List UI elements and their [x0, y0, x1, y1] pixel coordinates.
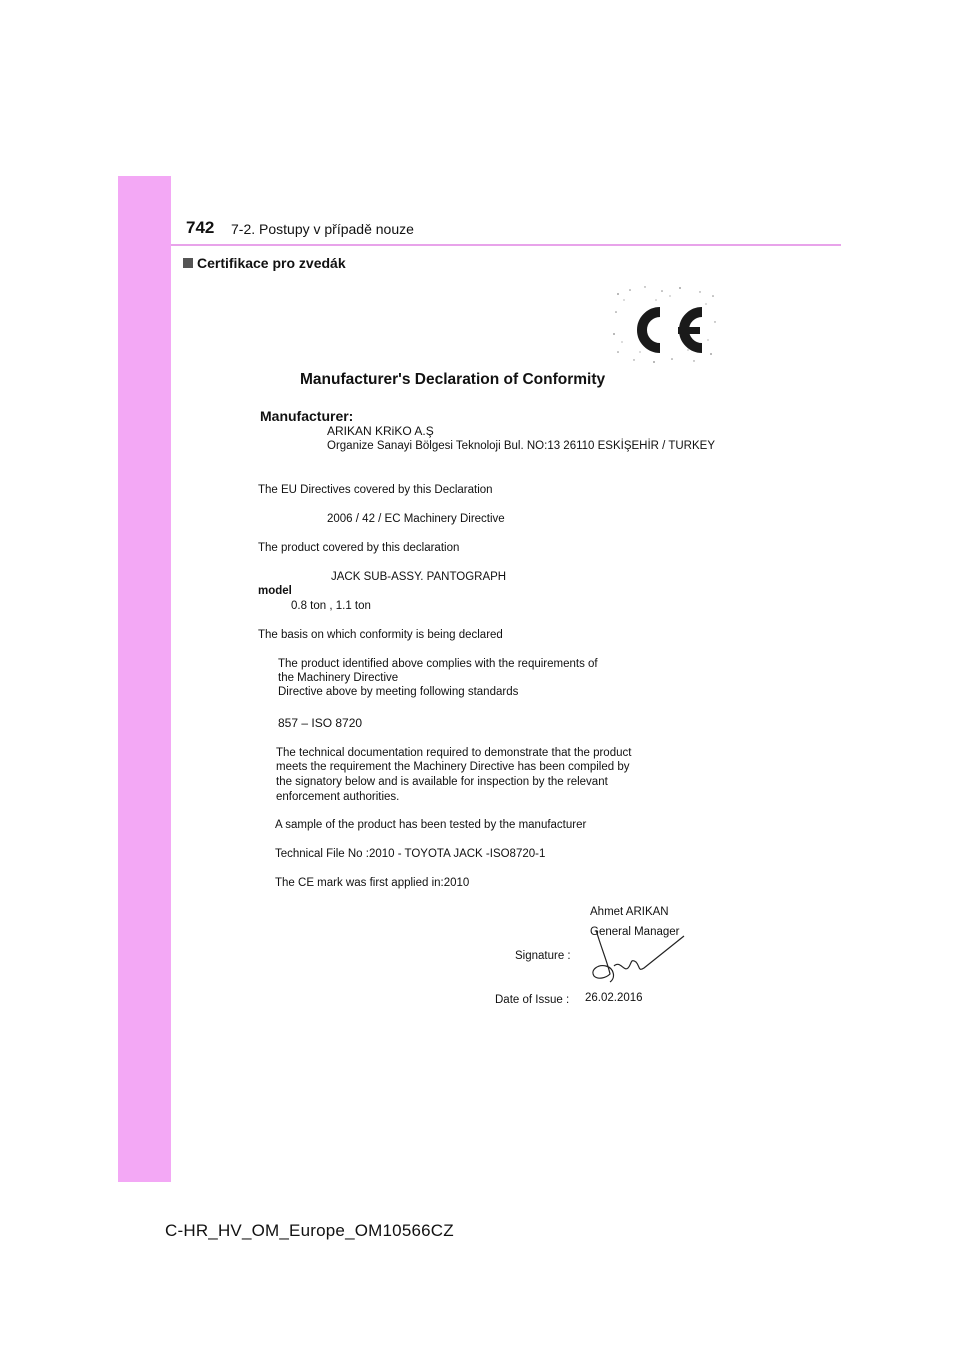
declaration-title: Manufacturer's Declaration of Conformity — [300, 371, 606, 388]
product-label: The product covered by this declaration — [258, 542, 460, 554]
product-name: JACK SUB-ASSY. PANTOGRAPH — [331, 571, 507, 583]
manufacturer-label: Manufacturer: — [260, 408, 354, 424]
ce-mark-logo — [610, 282, 720, 366]
model-value: 0.8 ton , 1.1 ton — [291, 600, 371, 612]
section-title: 7-2. Postupy v případě nouze — [231, 221, 414, 237]
tech-doc-line-4: enforcement authorities. — [276, 791, 400, 803]
technical-file: Technical File No :2010 - TOYOTA JACK -ISO8720-1 — [275, 848, 546, 860]
standard: 857 – ISO 8720 — [278, 716, 363, 730]
model-label: model — [258, 585, 292, 597]
directive: 2006 / 42 / EC Machinery Directive — [327, 513, 505, 525]
complies-line-2: the Machinery Directive — [278, 672, 399, 684]
complies-line-3: Directive above by meeting following standards — [278, 686, 519, 698]
date-label: Date of Issue : — [495, 994, 570, 1006]
manufacturer-name: ARIKAN KRiKO A.Ş — [327, 424, 434, 438]
directives-label: The EU Directives covered by this Declaration — [258, 484, 493, 496]
date-value: 26.02.2016 — [585, 992, 643, 1004]
handwritten-signature — [580, 920, 700, 990]
complies-line-1: The product identified above complies with the requirements of — [278, 658, 598, 670]
page-number: 742 — [186, 218, 215, 237]
section-heading: Certifikace pro zvedák — [183, 255, 346, 271]
basis-label: The basis on which conformity is being declared — [258, 629, 503, 641]
sidebar-tab — [118, 176, 171, 1182]
signer-title: General Manager — [590, 926, 680, 938]
signer-name: Ahmet ARIKAN — [590, 906, 669, 918]
tech-doc-line-3: the signatory below and is available for inspection by the relevant — [276, 776, 608, 788]
footer-document-id: C-HR_HV_OM_Europe_OM10566CZ — [165, 1221, 454, 1240]
square-bullet-icon — [183, 258, 193, 268]
header-divider — [171, 244, 841, 246]
tech-doc-line-1: The technical documentation required to demonstrate that the product — [276, 747, 632, 759]
sample-statement: A sample of the product has been tested by the manufacturer — [275, 819, 587, 831]
ce-first-applied: The CE mark was first applied in:2010 — [275, 877, 470, 889]
manufacturer-address: Organize Sanayi Bölgesi Teknoloji Bul. NO:13 26110 ESKİŞEHİR / TURKEY — [327, 440, 716, 452]
tech-doc-line-2: meets the requirement the Machinery Directive has been compiled by — [276, 761, 630, 773]
signature-label: Signature : — [515, 950, 571, 962]
